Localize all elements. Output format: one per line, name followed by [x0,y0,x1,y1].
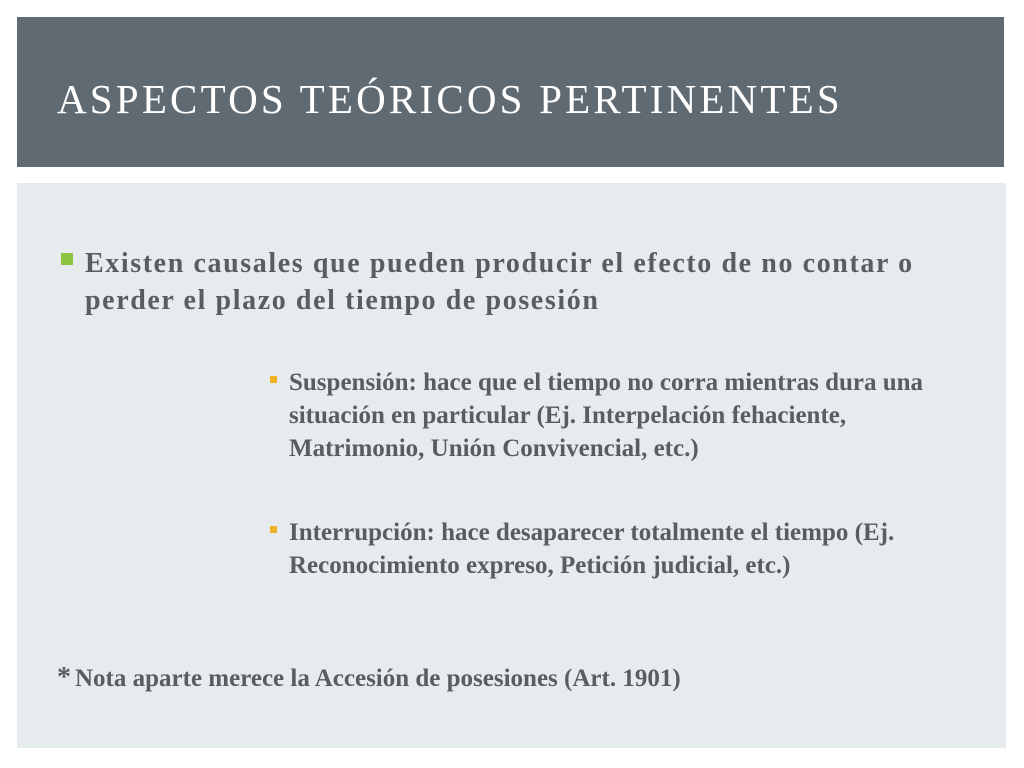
sub-bullet-text: Interrupción: hace desaparecer totalmente el tiempo (Ej. Reconocimiento expreso, Petición judicial, etc.) [289,519,895,579]
small-square-bullet-icon [270,376,277,383]
sub-bullet-text: Suspensión: hace que el tiempo no corra mientras dura una situación en particular (Ej. Interpelación fehaciente, Matrimonio, Unión Convivencial, etc.) [289,369,924,462]
footnote [57,661,681,695]
sub-bullet-interruption [270,516,970,582]
content-box [17,183,1006,748]
main-bullet [61,245,971,319]
title-bar [17,17,1004,167]
slide-title: ASPECTOS TEÓRICOS PERTINENTES [57,76,843,122]
main-bullet-text: Existen causales que pueden producir el efecto de no contar o perder el plazo del tiempo de posesión [85,248,914,316]
square-bullet-icon [61,253,73,265]
sub-bullet-suspension [270,366,970,465]
footnote-text: Nota aparte merece la Accesión de posesiones (Art. 1901) [75,665,681,692]
small-square-bullet-icon [270,526,277,533]
asterisk-marker: * [57,662,71,693]
